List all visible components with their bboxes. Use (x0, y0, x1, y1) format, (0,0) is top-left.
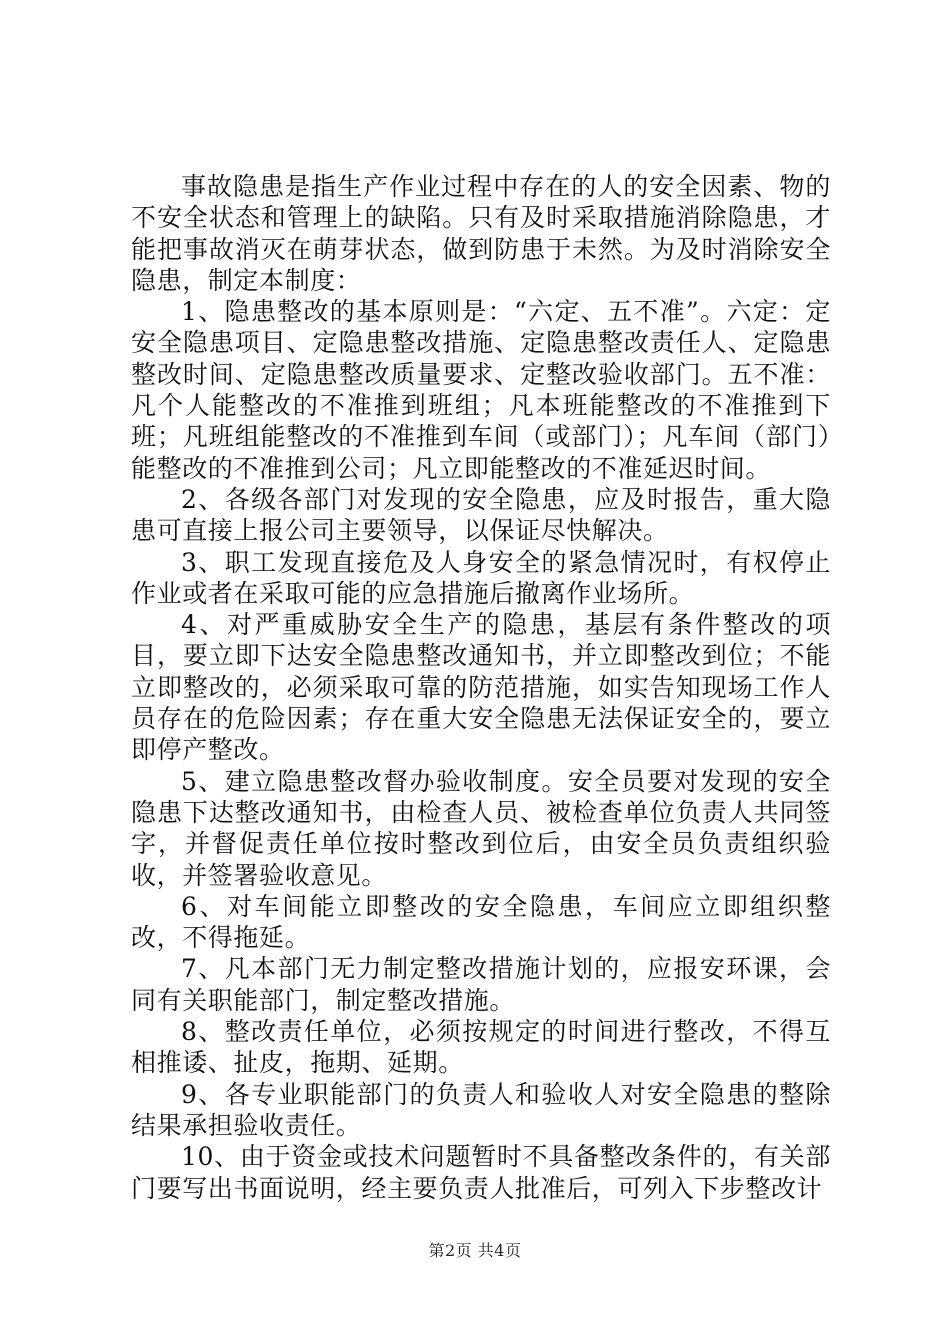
page-number-footer: 第2页 共4页 (428, 1241, 522, 1260)
paragraph-item-5: 5、建立隐患整改督办验收制度。安全员要对发现的安全隐患下达整改通知书，由检查人员、被检查单位负责人共同签字，并督促责任单位按时整改到位后，由安全员负责组织验收，并签署验收意见。 (131, 766, 831, 890)
paragraph-item-9: 9、各专业职能部门的负责人和验收人对安全隐患的整除结果承担验收责任。 (131, 1079, 831, 1140)
document-body (131, 171, 831, 1204)
paragraph-item-7: 7、凡本部门无力制定整改措施计划的，应报安环课，会同有关职能部门，制定整改措施。 (131, 954, 831, 1015)
paragraph-item-10: 10、由于资金或技术问题暂时不具备整改条件的，有关部门要写出书面说明，经主要负责人批准后，可列入下步整改计 (131, 1142, 831, 1203)
paragraph-item-8: 8、整改责任单位，必须按规定的时间进行整改，不得互相推诿、扯皮，拖期、延期。 (131, 1017, 831, 1078)
paragraph-intro: 事故隐患是指生产作业过程中存在的人的安全因素、物的不安全状态和管理上的缺陷。只有及时采取措施消除隐患，才能把事故消灭在萌芽状态，做到防患于未然。为及时消除安全隐患，制定本制度： (131, 172, 831, 295)
paragraph-item-6: 6、对车间能立即整改的安全隐患，车间应立即组织整改，不得拖延。 (131, 891, 831, 953)
paragraph-item-4: 4、对严重威胁安全生产的隐患，基层有条件整改的项目，要立即下达安全隐患整改通知书，并立即整改到位；不能立即整改的，必须采取可靠的防范措施，如实告知现场工作人员存在的危险因素；存在重大安全隐患无法保证安全的，要立即停产整改。 (131, 610, 831, 765)
paragraph-item-3: 3、职工发现直接危及人身安全的紧急情况时，有权停止作业或者在采取可能的应急措施后撤离作业场所。 (131, 547, 831, 608)
paragraph-item-1: 1、隐患整改的基本原则是：“六定、五不准”。六定：定安全隐患项目、定隐患整改措施、定隐患整改责任人、定隐患整改时间、定隐患整改质量要求、定整改验收部门。五不准：凡个人能整改的不准推到班组；凡本班能整改的不准推到下班；凡班组能整改的不准推到车间（或部门）；凡车间（部门）能整改的不准推到公司；凡立即能整改的不准延迟时间。 (131, 297, 831, 483)
paragraph-item-2: 2、各级各部门对发现的安全隐患，应及时报告，重大隐患可直接上报公司主要领导，以保证尽快解决。 (131, 484, 831, 546)
